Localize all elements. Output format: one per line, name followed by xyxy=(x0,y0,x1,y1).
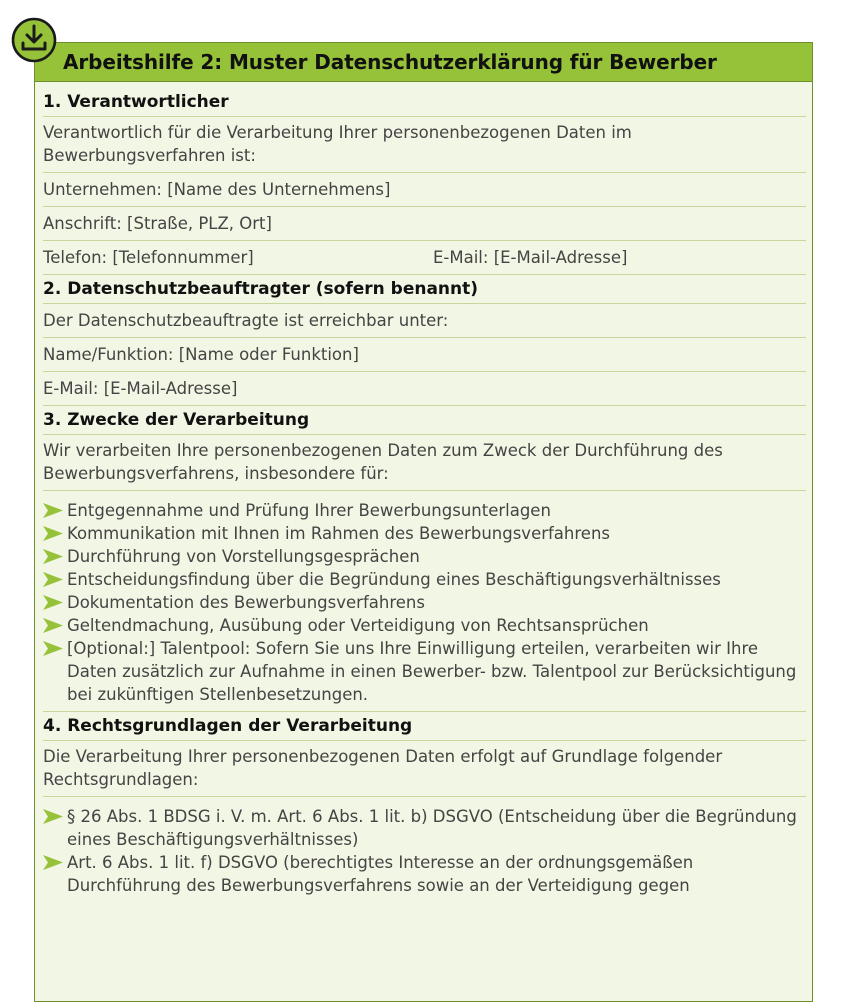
arrow-bullet-icon xyxy=(43,618,63,633)
phone-text: Telefon: [Telefonnummer] xyxy=(43,248,254,267)
worksheet-box xyxy=(34,42,813,1002)
address-line: Anschrift: [Straße, PLZ, Ort] xyxy=(43,207,806,241)
list-item xyxy=(43,499,806,522)
list-item xyxy=(43,591,806,614)
list-item xyxy=(43,637,806,706)
list-item-text: § 26 Abs. 1 BDSG i. V. m. Art. 6 Abs. 1 lit. b) DSGVO (Entscheidung über die Begründung eines Beschäftigungsverhältnisses) xyxy=(67,807,797,849)
section-1-intro: Verantwortlich für die Verarbeitung Ihrer personenbezogenen Daten im Bewerbungsverfahren ist: xyxy=(43,117,806,173)
arrow-bullet-icon xyxy=(43,503,63,518)
arrow-bullet-icon xyxy=(43,572,63,587)
dpo-email-line: E-Mail: [E-Mail-Adresse] xyxy=(43,372,806,406)
list-item xyxy=(43,805,806,851)
list-item-text: Durchführung von Vorstellungsgesprächen xyxy=(67,547,420,566)
list-item xyxy=(43,545,806,568)
list-item-text: Kommunikation mit Ihnen im Rahmen des Bewerbungsverfahrens xyxy=(67,524,611,543)
worksheet-title: Arbeitshilfe 2: Muster Datenschutzerklärung für Bewerber xyxy=(35,43,812,82)
arrow-bullet-icon xyxy=(43,855,63,870)
section-4-intro: Die Verarbeitung Ihrer personenbezogenen Daten erfolgt auf Grundlage folgender Rechtsgrundlagen: xyxy=(43,741,806,797)
arrow-bullet-icon xyxy=(43,641,63,656)
section-3-heading: 3. Zwecke der Verarbeitung xyxy=(43,406,806,435)
purposes-list xyxy=(43,491,806,712)
email-text: E-Mail: [E-Mail-Adresse] xyxy=(433,248,628,267)
list-item xyxy=(43,568,806,591)
arrow-bullet-icon xyxy=(43,549,63,564)
section-4-heading: 4. Rechtsgrundlagen der Verarbeitung xyxy=(43,712,806,741)
dpo-name-line: Name/Funktion: [Name oder Funktion] xyxy=(43,338,806,372)
section-2-intro: Der Datenschutzbeauftragte ist erreichbar unter: xyxy=(43,304,806,338)
list-item-text: Geltendmachung, Ausübung oder Verteidigung von Rechtsansprüchen xyxy=(67,616,649,635)
section-1-heading: 1. Verantwortlicher xyxy=(43,88,806,117)
list-item-text: [Optional:] Talentpool: Sofern Sie uns Ihre Einwilligung erteilen, verarbeiten wir Ihre Daten zusätzlich zur Aufnahme in einen Bewerber- bzw. Talentpool zur Berücksichtigung bei zukünftigen Stellenbesetzungen. xyxy=(67,639,797,704)
list-item xyxy=(43,851,806,897)
section-2-heading: 2. Datenschutzbeauftragter (sofern benannt) xyxy=(43,275,806,304)
arrow-bullet-icon xyxy=(43,526,63,541)
arrow-bullet-icon xyxy=(43,595,63,610)
legal-basis-list xyxy=(43,797,806,902)
section-3-intro: Wir verarbeiten Ihre personenbezogenen Daten zum Zweck der Durchführung des Bewerbungsverfahrens, insbesondere für: xyxy=(43,435,806,491)
list-item xyxy=(43,522,806,545)
arrow-bullet-icon xyxy=(43,809,63,824)
contact-line xyxy=(43,241,806,275)
list-item-text: Dokumentation des Bewerbungsverfahrens xyxy=(67,593,425,612)
list-item-text: Entscheidungsfindung über die Begründung eines Beschäftigungsverhältnisses xyxy=(67,570,721,589)
download-icon[interactable] xyxy=(11,17,57,63)
worksheet-content xyxy=(35,82,812,902)
list-item xyxy=(43,614,806,637)
list-item-text: Art. 6 Abs. 1 lit. f) DSGVO (berechtigtes Interesse an der ordnungsgemäßen Durchführung des Bewerbungsverfahrens sowie an der Verteidigung gegen xyxy=(67,853,694,895)
list-item-text: Entgegennahme und Prüfung Ihrer Bewerbungsunterlagen xyxy=(67,501,551,520)
company-line: Unternehmen: [Name des Unternehmens] xyxy=(43,173,806,207)
